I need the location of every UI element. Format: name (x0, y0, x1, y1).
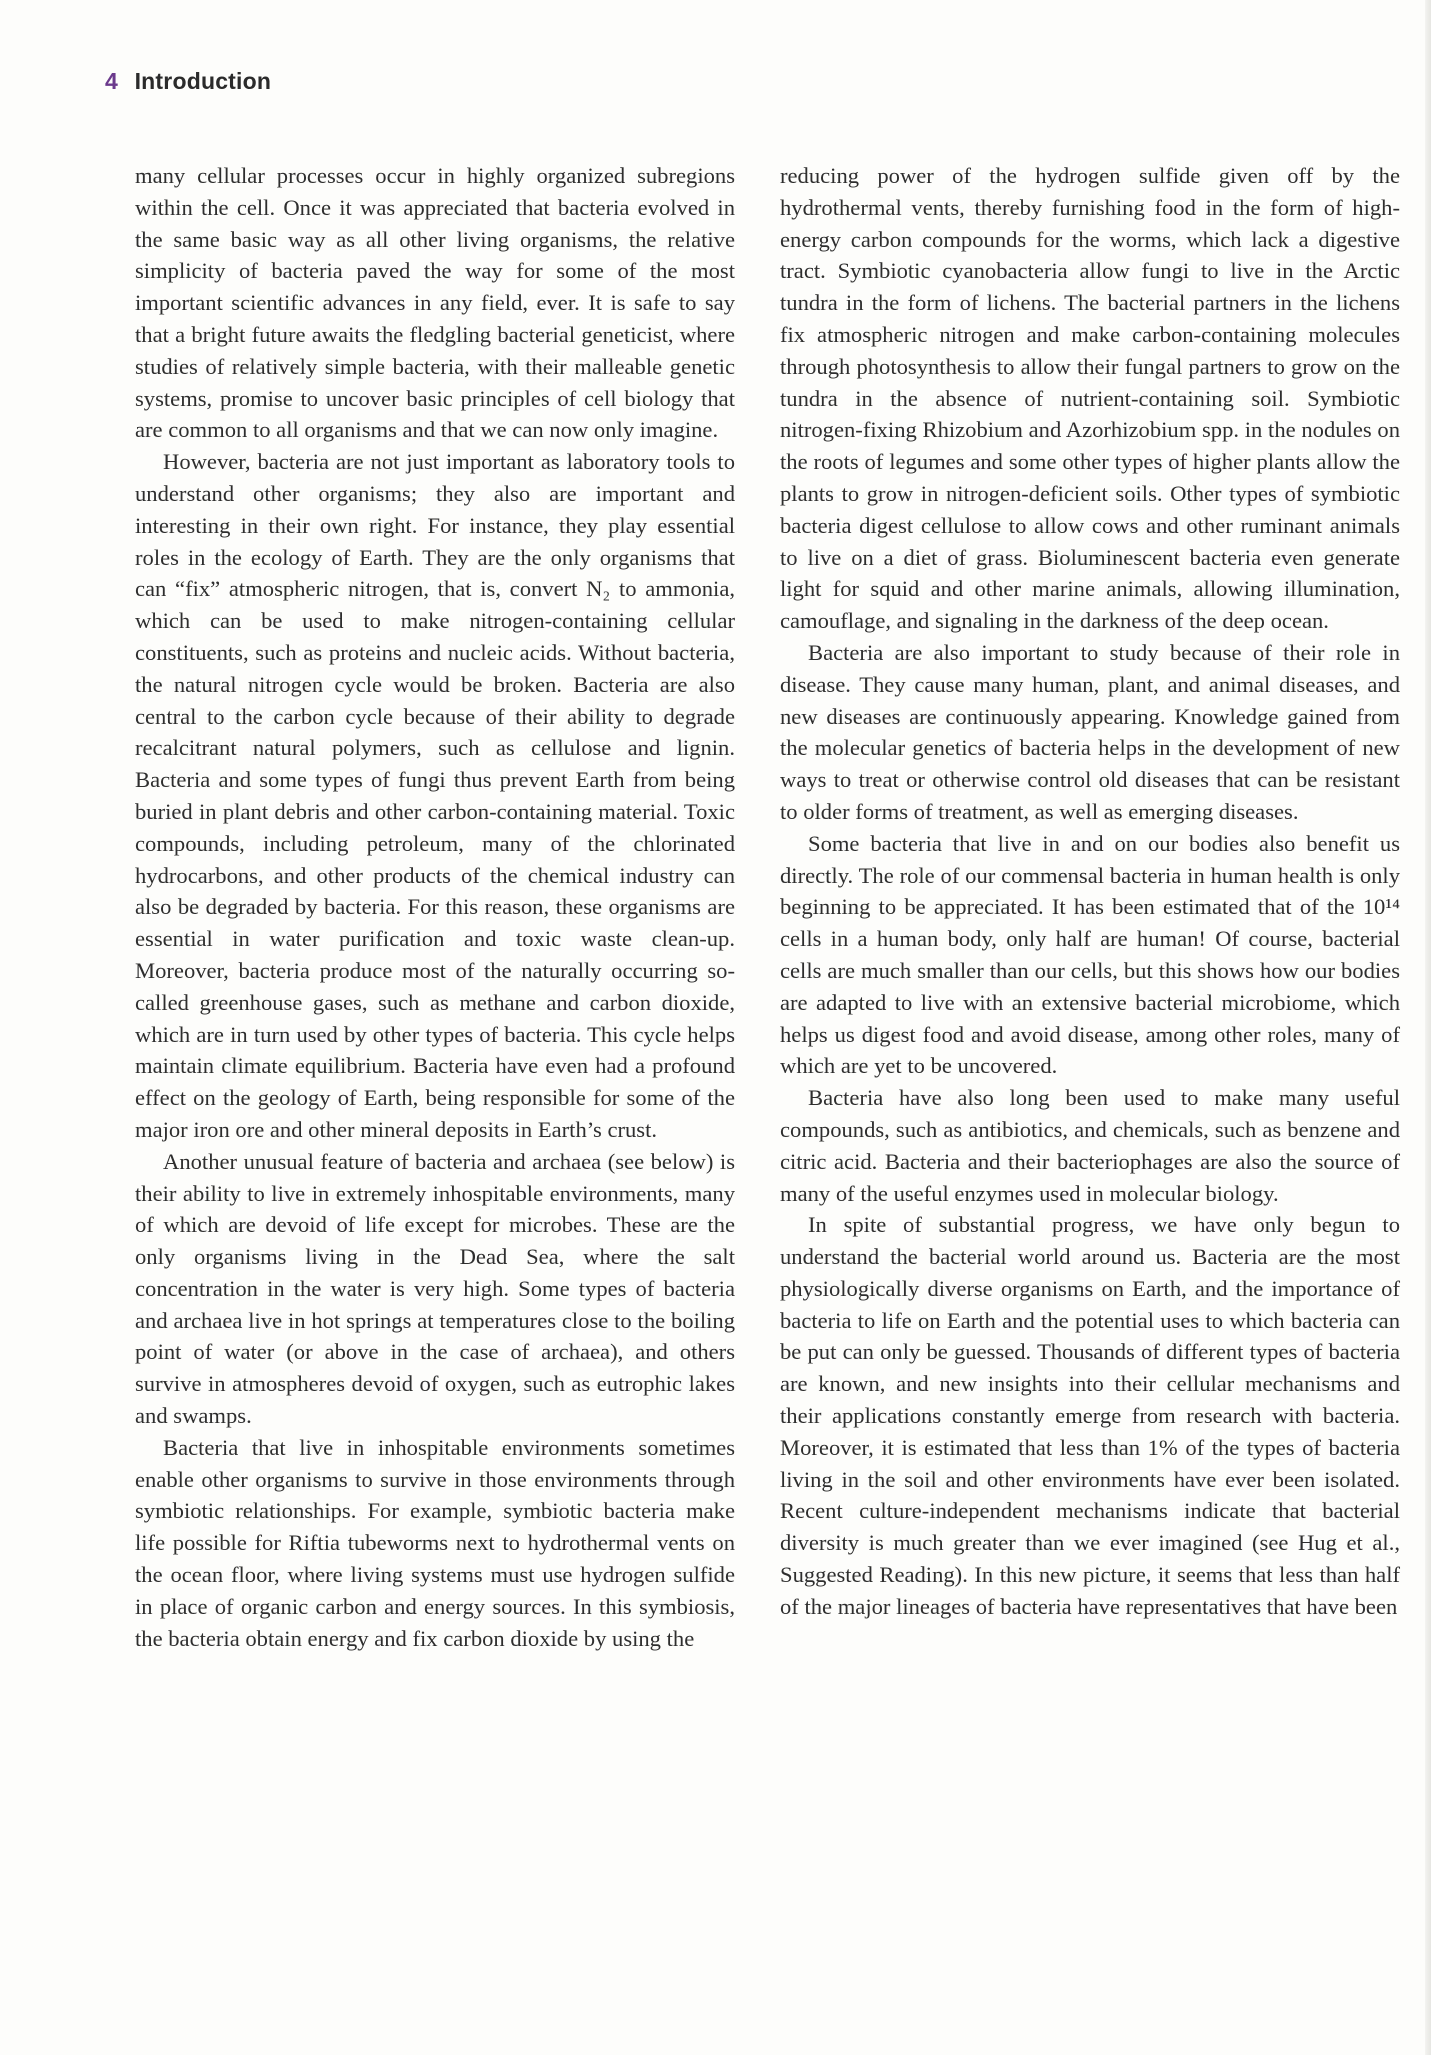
right-text-column (780, 160, 1400, 1623)
paragraph: Another unusual feature of bacteria and archaea (see below) is their ability to live in extremely inhospitable environments, many of which are devoid of life except for microbes. These are the only organisms living in the Dead Sea, where the salt concentration in the water is very high. Some types of bacteria and archaea live in hot springs at temperatures close to the boiling point of water (or above in the case of archaea), and others survive in atmospheres devoid of oxygen, such as eutrophic lakes and swamps. (135, 1148, 735, 1429)
paragraph: Some bacteria that live in and on our bodies also benefit us directly. The role of our commensal bacteria in human health is only beginning to be appreciated. It has been estimated that of the 10¹⁴ cells in a human body, only half are human! Of course, bacterial cells are much smaller than our cells, but this shows how our bodies are adapted to live with an extensive bacterial microbiome, which helps us digest food and avoid disease, among other roles, many of which are yet to be uncovered. (780, 830, 1400, 1079)
left-text-column (135, 160, 735, 1654)
paragraph: However, bacteria are not just important as laboratory tools to understand other organisms; they also are important and interesting in their own right. For instance, they play essential roles in the ecology of Earth. They are the only organisms that can “fix” atmospheric nitrogen, that is, convert N₂ to ammonia, which can be used to make nitrogen-containing cellular constituents, such as proteins and nucleic acids. Without bacteria, the natural nitrogen cycle would be broken. Bacteria are also central to the carbon cycle because of their ability to degrade recalcitrant natural polymers, such as cellulose and lignin. Bacteria and some types of fungi thus prevent Earth from being buried in plant debris and other carbon-containing material. Toxic compounds, including petroleum, many of the chlorinated hydrocarbons, and other products of the chemical industry can also be degraded by bacteria. For this reason, these organisms are essential in water purification and toxic waste clean-up. Moreover, bacteria produce most of the naturally occurring so-called greenhouse gases, such as methane and carbon dioxide, which are in turn used by other types of bacteria. This cycle helps maintain climate equilibrium. Bacteria have even had a profound effect on the geology of Earth, being responsible for some of the major iron ore and other mineral deposits in Earth’s crust. (135, 449, 735, 1142)
page-number: 4 (105, 68, 118, 94)
page-header (105, 68, 271, 95)
paragraph: Bacteria that live in inhospitable environments sometimes enable other organisms to survive in those environments through symbiotic relationships. For example, symbiotic bacteria make life possible for Riftia tubeworms next to hydrothermal vents on the ocean floor, where living systems must use hydrogen sulfide in place of organic carbon and energy sources. In this symbiosis, the bacteria obtain energy and fix carbon dioxide by using the (135, 1434, 735, 1651)
chapter-title: Introduction (134, 68, 272, 94)
paragraph: In spite of substantial progress, we have only begun to understand the bacterial world around us. Bacteria are the most physiologically diverse organisms on Earth, and the importance of bacteria to life on Earth and the potential uses to which bacteria can be put can only be guessed. Thousands of different types of bacteria are known, and new insights into their cellular mechanisms and their applications constantly emerge from research with bacteria. Moreover, it is estimated that less than 1% of the types of bacteria living in the soil and other environments have ever been isolated. Recent culture-independent mechanisms indicate that bacterial diversity is much greater than we ever imagined (see Hug et al., Suggested Reading). In this new picture, it seems that less than half of the major lineages of bacteria have representatives that have been (780, 1212, 1400, 1619)
page-edge-shadow (1425, 0, 1431, 2055)
paragraph: Bacteria are also important to study because of their role in disease. They cause many human, plant, and animal diseases, and new diseases are continuously appearing. Knowledge gained from the molecular genetics of bacteria helps in the development of new ways to treat or otherwise control old diseases that can be resistant to older forms of treatment, as well as emerging diseases. (780, 639, 1400, 824)
paragraph: Bacteria have also long been used to make many useful compounds, such as antibiotics, and chemicals, such as benzene and citric acid. Bacteria and their bacteriophages are also the source of many of the useful enzymes used in molecular biology. (780, 1085, 1400, 1206)
paragraph: reducing power of the hydrogen sulfide given off by the hydrothermal vents, thereby furnishing food in the form of high-energy carbon compounds for the worms, which lack a digestive tract. Symbiotic cyanobacteria allow fungi to live in the Arctic tundra in the form of lichens. The bacterial partners in the lichens fix atmospheric nitrogen and make carbon-containing molecules through photosynthesis to allow their fungal partners to grow on the tundra in the absence of nutrient-containing soil. Symbiotic nitrogen-fixing Rhizobium and Azorhizobium spp. in the nodules on the roots of legumes and some other types of higher plants allow the plants to grow in nitrogen-deficient soils. Other types of symbiotic bacteria digest cellulose to allow cows and other ruminant animals to live on a diet of grass. Bioluminescent bacteria even generate light for squid and other marine animals, allowing illumination, camouflage, and signaling in the darkness of the deep ocean. (780, 163, 1400, 634)
paragraph: many cellular processes occur in highly organized subregions within the cell. Once it was appreciated that bacteria evolved in the same basic way as all other living organisms, the relative simplicity of bacteria paved the way for some of the most important scientific advances in any field, ever. It is safe to say that a bright future awaits the fledgling bacterial geneticist, where studies of relatively simple bacteria, with their malleable genetic systems, promise to uncover basic principles of cell biology that are common to all organisms and that we can now only imagine. (135, 163, 735, 443)
